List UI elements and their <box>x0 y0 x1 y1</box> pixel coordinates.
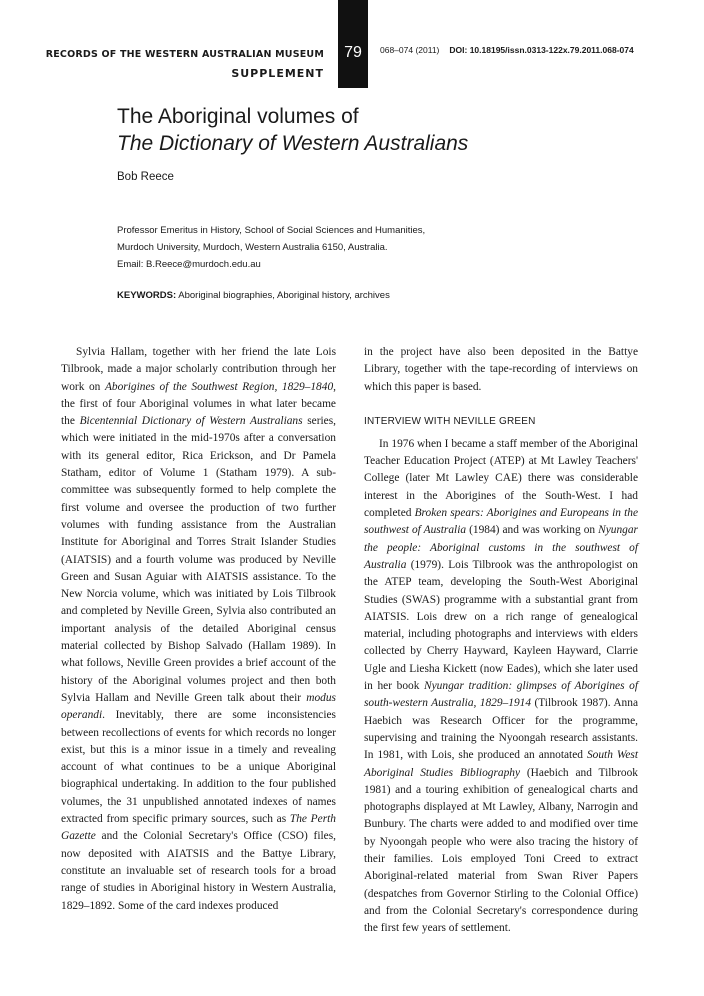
keywords-label: KEYWORDS: <box>117 290 177 301</box>
affiliation-line: Murdoch University, Murdoch, Western Australia 6150, Australia. <box>117 242 388 253</box>
article-title <box>117 103 468 157</box>
page-number-box <box>338 0 368 88</box>
keywords <box>117 290 390 301</box>
title-line-2: The Dictionary of Western Australians <box>117 132 469 155</box>
left-column <box>61 344 336 915</box>
doi-link[interactable]: DOI: 10.18195/issn.0313-122x.79.2011.068-074 <box>449 45 634 55</box>
citation-header <box>380 45 634 55</box>
title-line-1: The Aboriginal volumes of <box>117 105 359 128</box>
section-heading: INTERVIEW WITH NEVILLE GREEN <box>364 415 536 427</box>
affiliation <box>117 222 425 273</box>
supplement-label: SUPPLEMENT <box>231 67 324 80</box>
italic-citation: The Perth Gazette <box>61 813 336 843</box>
italic-citation: Broken spears: Aborigines and Europeans in the southwest of Australia <box>364 507 639 537</box>
page-number: 79 <box>344 44 362 61</box>
body-paragraph: in the project have also been deposited in the Battye Library, together with the tape-recording of interviews on which this paper is based. <box>364 346 638 393</box>
body-paragraph: Sylvia Hallam, together with her friend the late Lois Tilbrook, made a major scholarly contribution through her work on Aborigines of the Southwest Region, 1829–1840, the first of four Aboriginal volumes in what later became the Bicentennial Dictionary of Western Australians series, which were initiated in the mid-1970s after a conversation with its general editor, Rica Erickson, and Dr Pamela Statham, editor of Volume 1 (Statham 1979). A sub-committee was subsequently formed to help complete the first volume and oversee the production of two further volumes with funding assistance from the Australian Institute for Aboriginal and Torres Strait Islander Studies (AIATSIS) and a fourth volume was produced by Neville Green and Susan Aguiar with AIATSIS assistance. To the New Norcia volume, which was initiated by Lois Tilbrook and completed by Neville Green, Sylvia also contributed an important analysis of the detailed Aboriginal census material collected by Bishop Salvado (Hallam 1989). In what follows, Neville Green provides a brief account of the history of the Aboriginal volumes project and then both Sylvia Hallam and Neville Green talk about their modus operandi. Inevitably, there are some inconsistencies between recollections of events for which records no longer exist, but this is a minor issue in a timely and revealing account of what continues to be a unique Aboriginal biographical undertaking. In addition to the four published volumes, the 31 unpublished annotated indexes of names extracted from specific primary sources, such as The Perth Gazette and the Colonial Secretary's Office (CSO) files, now deposited with AIATSIS and the Battye Library, constitute an invaluable set of research tools for a broad range of studies in Aboriginal history in Western Australia, 1829–1892. Some of the card indexes produced <box>61 346 336 912</box>
running-header <box>46 45 324 83</box>
keywords-list: Aboriginal biographies, Aboriginal history, archives <box>178 290 390 301</box>
italic-citation: South West Aboriginal Studies Bibliography <box>364 749 638 779</box>
journal-name: RECORDS OF THE WESTERN AUSTRALIAN MUSEUM <box>45 49 324 60</box>
italic-citation: Bicentennial Dictionary of Western Australians <box>79 415 303 428</box>
body-paragraph: In 1976 when I became a staff member of the Aboriginal Teacher Education Project (ATEP) at Mt Lawley Teachers' College (later Mt Lawley CAE) there was considerable interest in the Aborigines of the South-West. I had completed Broken spears: Aborigines and Europeans in the southwest of Australia (1984) and was working on Nyungar the people: Aboriginal customs in the southwest of Australia (1979). Lois Tilbrook was the anthropologist on the ATEP team, developing the South-West Aboriginal Studies (SWAS) programme with a substantial grant from AIATSIS. Lois drew on a rich range of genealogical material, including photographs and interviews with elders collected by Cherry Hayward, Kayleen Hayward, Clarrie Ugle and Liesha Kickett (now Eades), which she later used in her book Nyungar tradition: glimpses of Aborigines of south-western Australia, 1829–1914 (Tilbrook 1987). Anna Haebich was Research Officer for the programme, supervising and training the Nyoongah research assistants. In 1981, with Lois, she produced an annotated South West Aboriginal Studies Bibliography (Haebich and Tilbrook 1981) and a touring exhibition of genealogical charts and photographs displayed at Mt Lawley, Albany, Narrogin and Bunbury. The charts were added to and modified over time by Nyoongah people who were also tracing the history of their families. Lois employed Toni Creed to extract Aboriginal-related material from Swan River Papers (despatches from Governor Stirling to the Colonial Office) and from the Colonial Secretary's correspondence during the first few years of settlement. <box>364 437 639 935</box>
author-email[interactable]: Email: B.Reece@murdoch.edu.au <box>117 259 261 270</box>
italic-term: modus operandi <box>61 691 336 722</box>
affiliation-line: Professor Emeritus in History, School of Social Sciences and Humanities, <box>117 225 426 236</box>
page-range: 068–074 (2011) <box>380 45 440 55</box>
italic-citation: Nyungar the people: Aboriginal customs in the southwest of Australia <box>364 524 638 571</box>
author-name: Bob Reece <box>117 171 174 183</box>
italic-citation: Nyungar tradition: glimpses of Aborigines of south-western Australia, 1829–1914 <box>364 680 638 710</box>
italic-citation: Aborigines of the Southwest Region, 1829–1840 <box>104 380 334 393</box>
right-column <box>364 344 638 938</box>
